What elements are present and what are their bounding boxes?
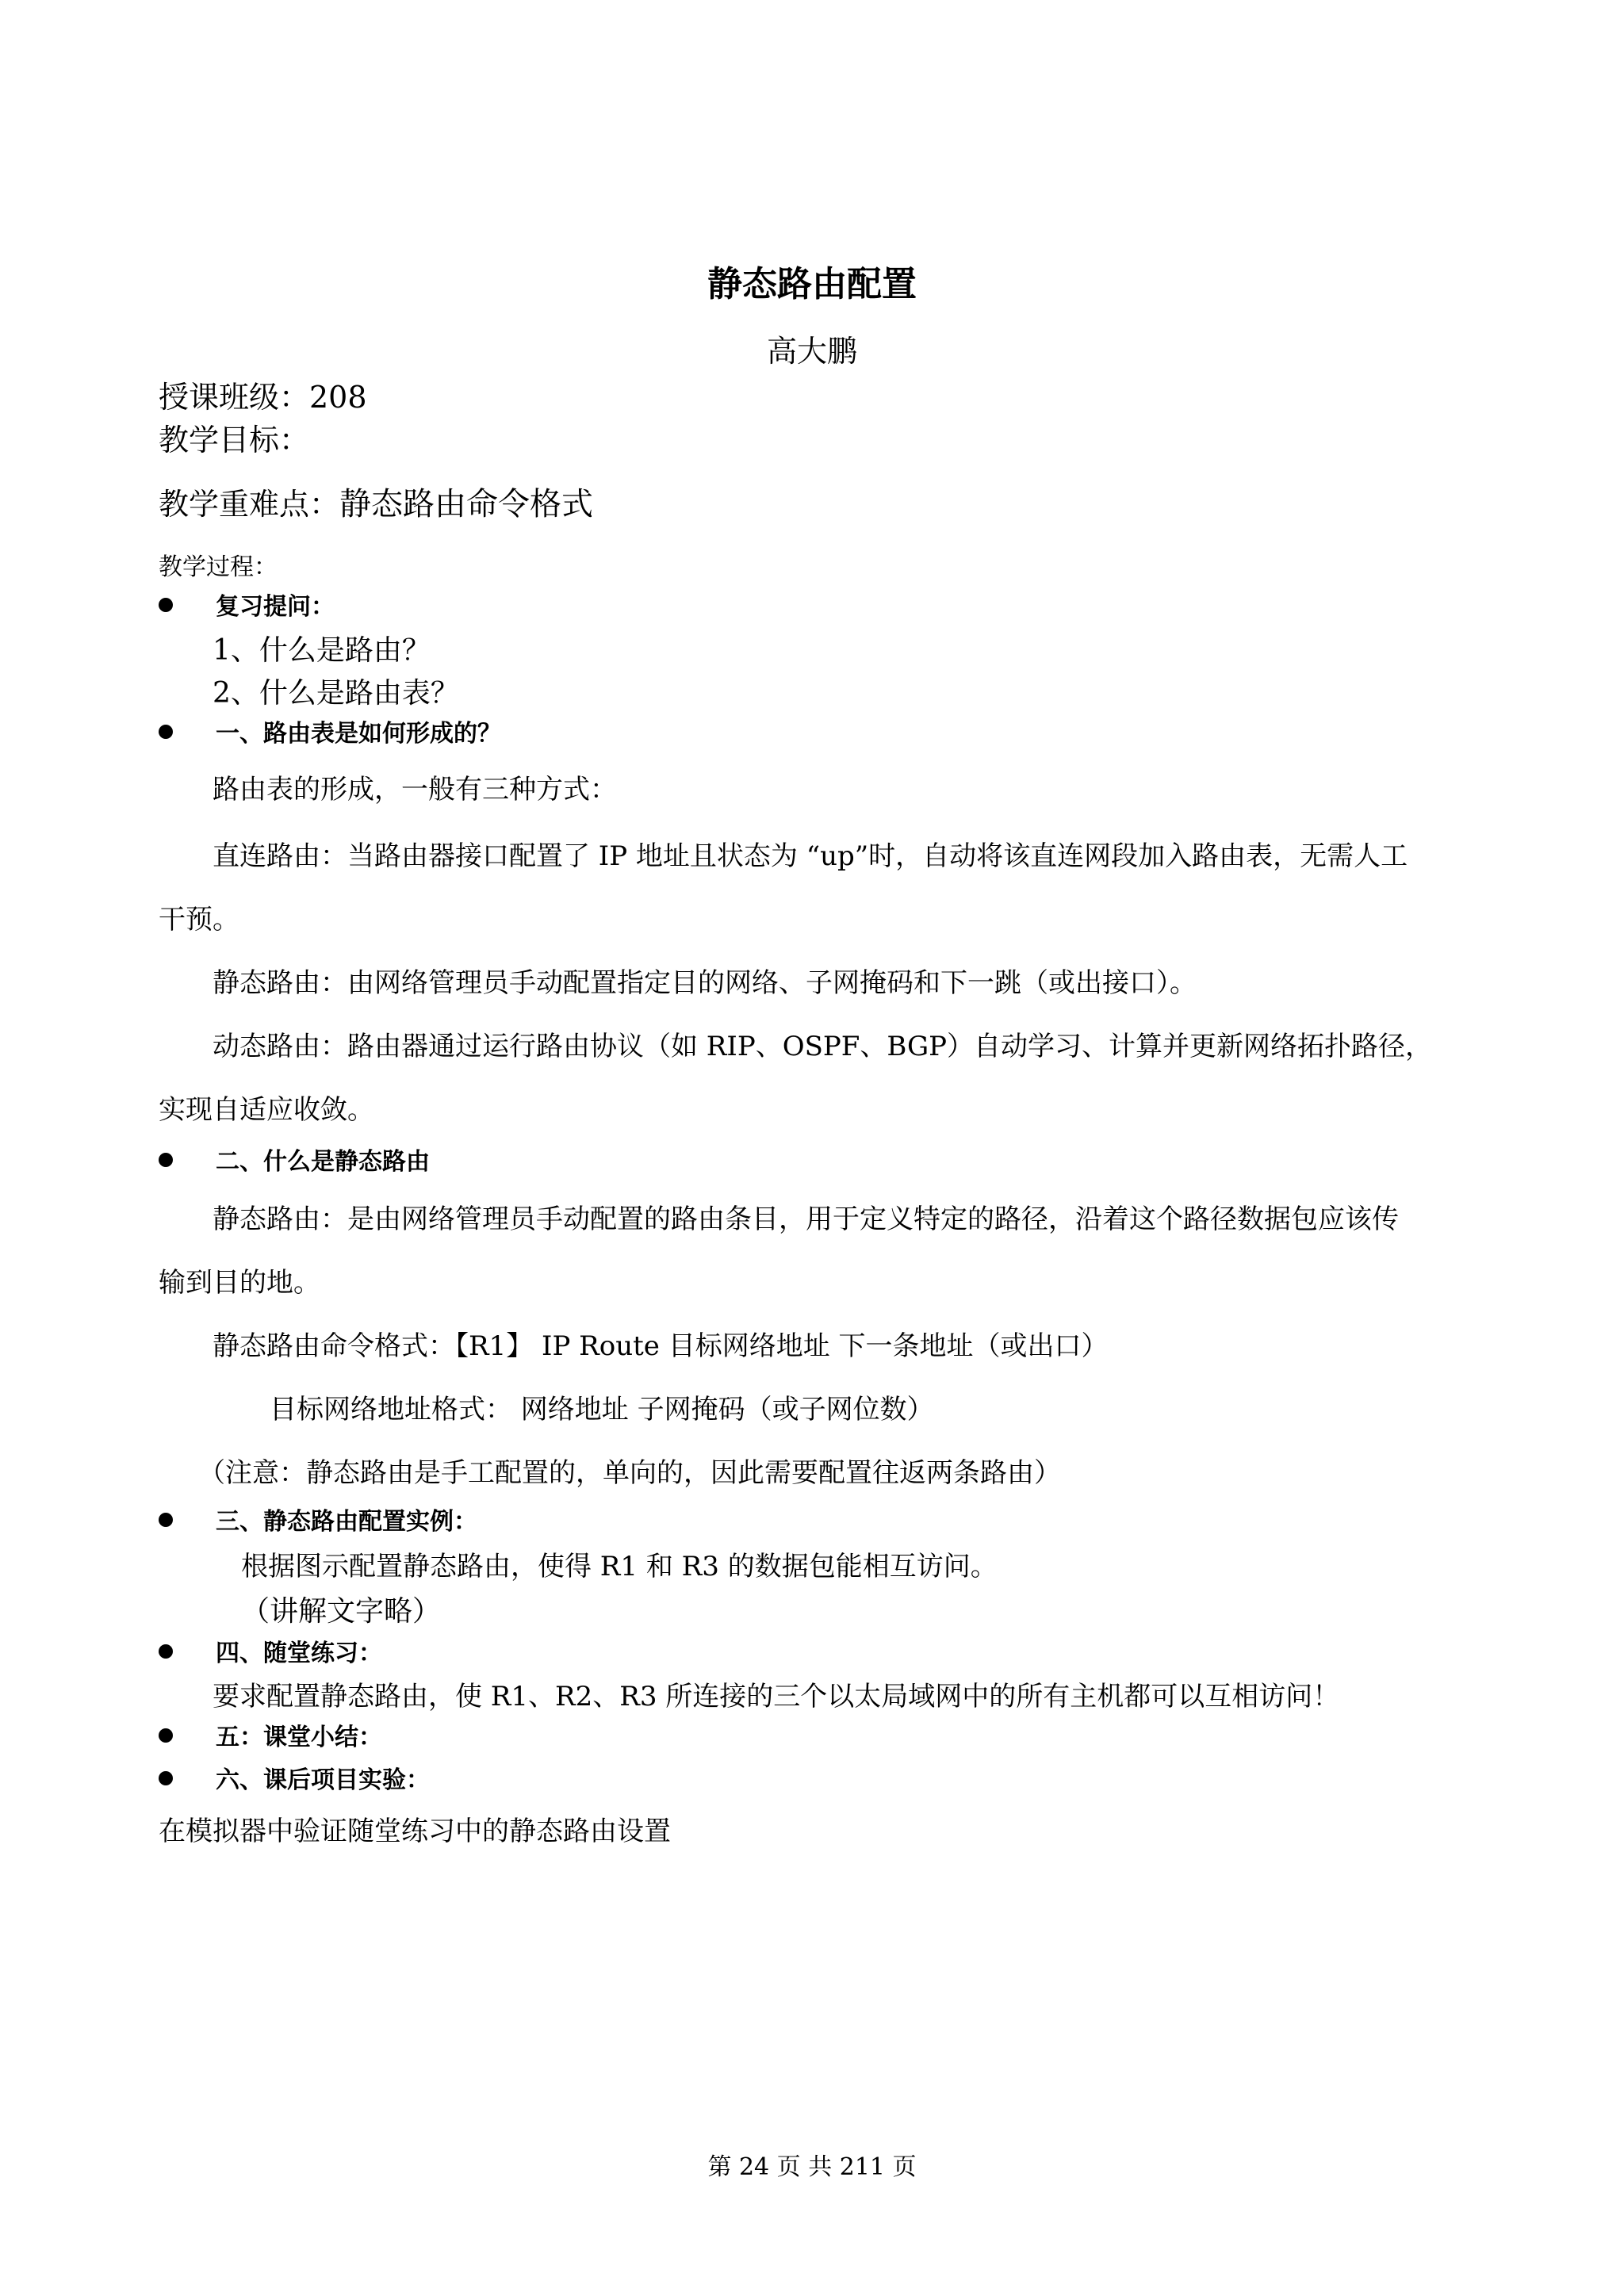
section-heading: 一、路由表是如何形成的？	[216, 720, 501, 748]
section-heading: 五：课堂小结：	[216, 1724, 382, 1751]
bullet-icon	[159, 1513, 173, 1527]
paragraph: 直连路由：当路由器接口配置了 IP 地址且状态为 “up”时，自动将该直连网段加入路由表，无需人工	[213, 840, 1408, 872]
paragraph: 在模拟器中验证随堂练习中的静态路由设置	[159, 1816, 671, 1847]
address-format: 目标网络地址格式： 网络地址 子网掩码（或子网位数）	[270, 1394, 934, 1425]
paragraph: 路由表的形成，一般有三种方式：	[213, 774, 617, 806]
bullet-icon	[159, 598, 173, 612]
bullet-icon	[159, 1644, 173, 1659]
command-format: 静态路由命令格式：【R1】 IP Route 目标网络地址 下一条地址（或出口）	[213, 1330, 1109, 1362]
paragraph: 静态路由：由网络管理员手动配置指定目的网络、子网掩码和下一跳（或出接口）。	[213, 967, 1197, 999]
paragraph: 要求配置静态路由，使 R1、R2、R3 所连接的三个以太局域网中的所有主机都可以互相访问！	[213, 1681, 1340, 1712]
key-points-line	[159, 479, 593, 524]
bullet-icon	[159, 1153, 173, 1167]
document-title: 静态路由配置	[707, 264, 917, 304]
bullet-icon	[159, 1728, 173, 1743]
paragraph-continuation: 干预。	[159, 904, 239, 936]
key-points-label: 教学重难点：	[159, 487, 340, 522]
explanation-omitted: （讲解文字略）	[241, 1595, 442, 1628]
goal-line: 教学目标：	[159, 423, 310, 457]
paragraph-continuation: 输到目的地。	[159, 1267, 320, 1299]
review-question-2: 2、什么是路由表？	[213, 677, 459, 710]
bullet-icon	[159, 725, 173, 739]
section-heading: 三、静态路由配置实例：	[216, 1508, 477, 1536]
review-question-1: 1、什么是路由？	[213, 634, 431, 667]
paragraph: 静态路由：是由网络管理员手动配置的路由条目，用于定义特定的路径，沿着这个路径数据包应该传	[213, 1203, 1399, 1235]
paragraph: 根据图示配置静态路由，使得 R1 和 R3 的数据包能相互访问。	[241, 1551, 998, 1582]
section-heading: 二、什么是静态路由	[216, 1148, 430, 1176]
key-points-value: 静态路由命令格式	[339, 486, 594, 522]
class-line: 授课班级：208	[159, 380, 367, 415]
process-label: 教学过程：	[159, 553, 278, 581]
section-heading: 复习提问：	[216, 593, 335, 621]
note: （注意：静态路由是手工配置的，单向的，因此需要配置往返两条路由）	[198, 1457, 1061, 1489]
author-name: 高大鹏	[766, 334, 857, 369]
page-number-footer: 第 24 页 共 211 页	[707, 2153, 917, 2181]
paragraph: 动态路由：路由器通过运行路由协议（如 RIP、OSPF、BGP）自动学习、计算并更新网络拓扑路径，	[213, 1031, 1432, 1062]
paragraph-continuation: 实现自适应收敛。	[159, 1094, 374, 1126]
section-heading: 四、随堂练习：	[216, 1640, 382, 1667]
section-heading: 六、课后项目实验：	[216, 1766, 430, 1794]
bullet-icon	[159, 1771, 173, 1785]
